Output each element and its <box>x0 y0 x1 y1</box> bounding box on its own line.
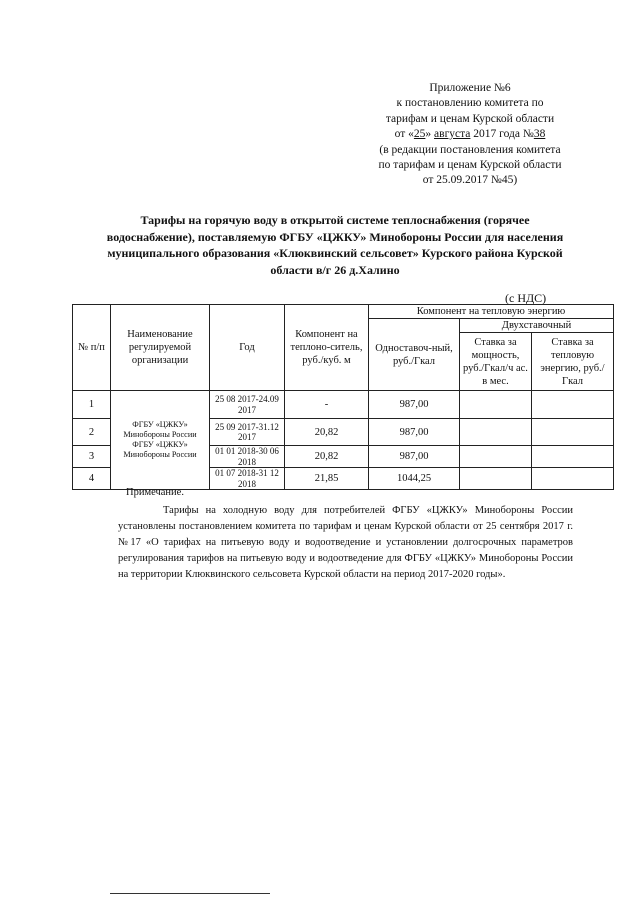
appendix-date-line <box>340 127 600 142</box>
row-energy <box>532 391 614 419</box>
header-capacity-rate: Ставка за мощность, руб./Гкал/ч ас. в мес. <box>460 333 532 391</box>
row-single: 987,00 <box>369 446 460 468</box>
header-thermal: Компонент на тепловую энергию <box>369 305 614 319</box>
row-carrier: 20,82 <box>285 419 369 446</box>
document-title: Тарифы на горячую воду в открытой системе теплоснабжения (горячее водоснабжение), поставляемую ФГБУ «ЦЖКУ» Минобороны России для населения муниципального образования «Клюквинский сельсовет» Курского района Курской области в/г 26 д.Халино <box>106 213 564 277</box>
note-label: Примечание. <box>126 487 184 498</box>
row-energy <box>532 468 614 490</box>
appendix-line: тарифам и ценам Курской области <box>385 112 555 125</box>
tariff-table <box>72 304 614 490</box>
appendix-number: Приложение №6 <box>429 82 511 94</box>
header-num: № п/п <box>73 305 111 391</box>
row-period: 25 09 2017-31.12 2017 <box>210 419 285 446</box>
row-capacity <box>460 419 532 446</box>
header-energy-rate: Ставка за тепловую энергию, руб./Гкал <box>532 333 614 391</box>
footer-divider <box>110 893 270 894</box>
header-two-rate: Двухставочный <box>460 319 614 333</box>
row-period: 25 08 2017-24.09 2017 <box>210 391 285 419</box>
row-num: 3 <box>73 446 111 468</box>
resolution-number: 38 <box>533 128 546 141</box>
row-single: 987,00 <box>369 391 460 419</box>
row-num: 2 <box>73 419 111 446</box>
row-num: 4 <box>73 468 111 490</box>
header-carrier: Компонент на теплоно-ситель, руб./куб. м <box>285 305 369 391</box>
row-capacity <box>460 468 532 490</box>
header-single-rate: Одноставоч-ный, руб./Гкал <box>369 319 460 391</box>
header-org: Наименование регулируемой организации <box>111 305 210 391</box>
vat-note: (с НДС) <box>505 291 547 305</box>
row-energy <box>532 446 614 468</box>
date-day: 25 <box>413 128 426 141</box>
organization-name: ФГБУ «ЦЖКУ» Минобороны России ФГБУ «ЦЖКУ» Минобороны России <box>111 391 210 490</box>
row-carrier: 20,82 <box>285 446 369 468</box>
appendix-line: по тарифам и ценам Курской области <box>378 159 562 172</box>
date-month: августа <box>434 128 471 141</box>
row-capacity <box>460 446 532 468</box>
row-carrier: - <box>285 391 369 419</box>
header-year: Год <box>210 305 285 391</box>
date-suffix: 2017 года № <box>470 128 534 141</box>
row-period: 01 01 2018-30 06 2018 <box>210 446 285 468</box>
row-carrier: 21,85 <box>285 468 369 490</box>
appendix-line: к постановлению комитета по <box>396 97 544 110</box>
date-prefix: от « <box>394 128 414 141</box>
date-mid: » <box>425 128 435 141</box>
row-energy <box>532 419 614 446</box>
row-capacity <box>460 391 532 419</box>
table-row <box>73 391 614 419</box>
row-num: 1 <box>73 391 111 419</box>
row-single: 987,00 <box>369 419 460 446</box>
note-text: Тарифы на холодную воду для потребителей ФГБУ «ЦЖКУ» Минобороны России установлены постановлением комитета по тарифам и ценам Курской области от 25 сентября 2017 г. №17 «О тарифах на питьевую воду и водоотведение и установлении долгосрочных параметров регулирования тарифов на питьевую воду и водоотведение для ФГБУ «ЦЖКУ» Минобороны России на территории Клюквинского сельсовета Курской области на период 2017-2020 годы». <box>118 505 573 580</box>
appendix-line: от 25.09.2017 №45) <box>422 174 518 187</box>
row-single: 1044,25 <box>369 468 460 490</box>
appendix-header <box>340 81 600 189</box>
appendix-line: (в редакции постановления комитета <box>379 143 561 156</box>
row-period: 01 07 2018-31 12 2018 <box>210 468 285 490</box>
